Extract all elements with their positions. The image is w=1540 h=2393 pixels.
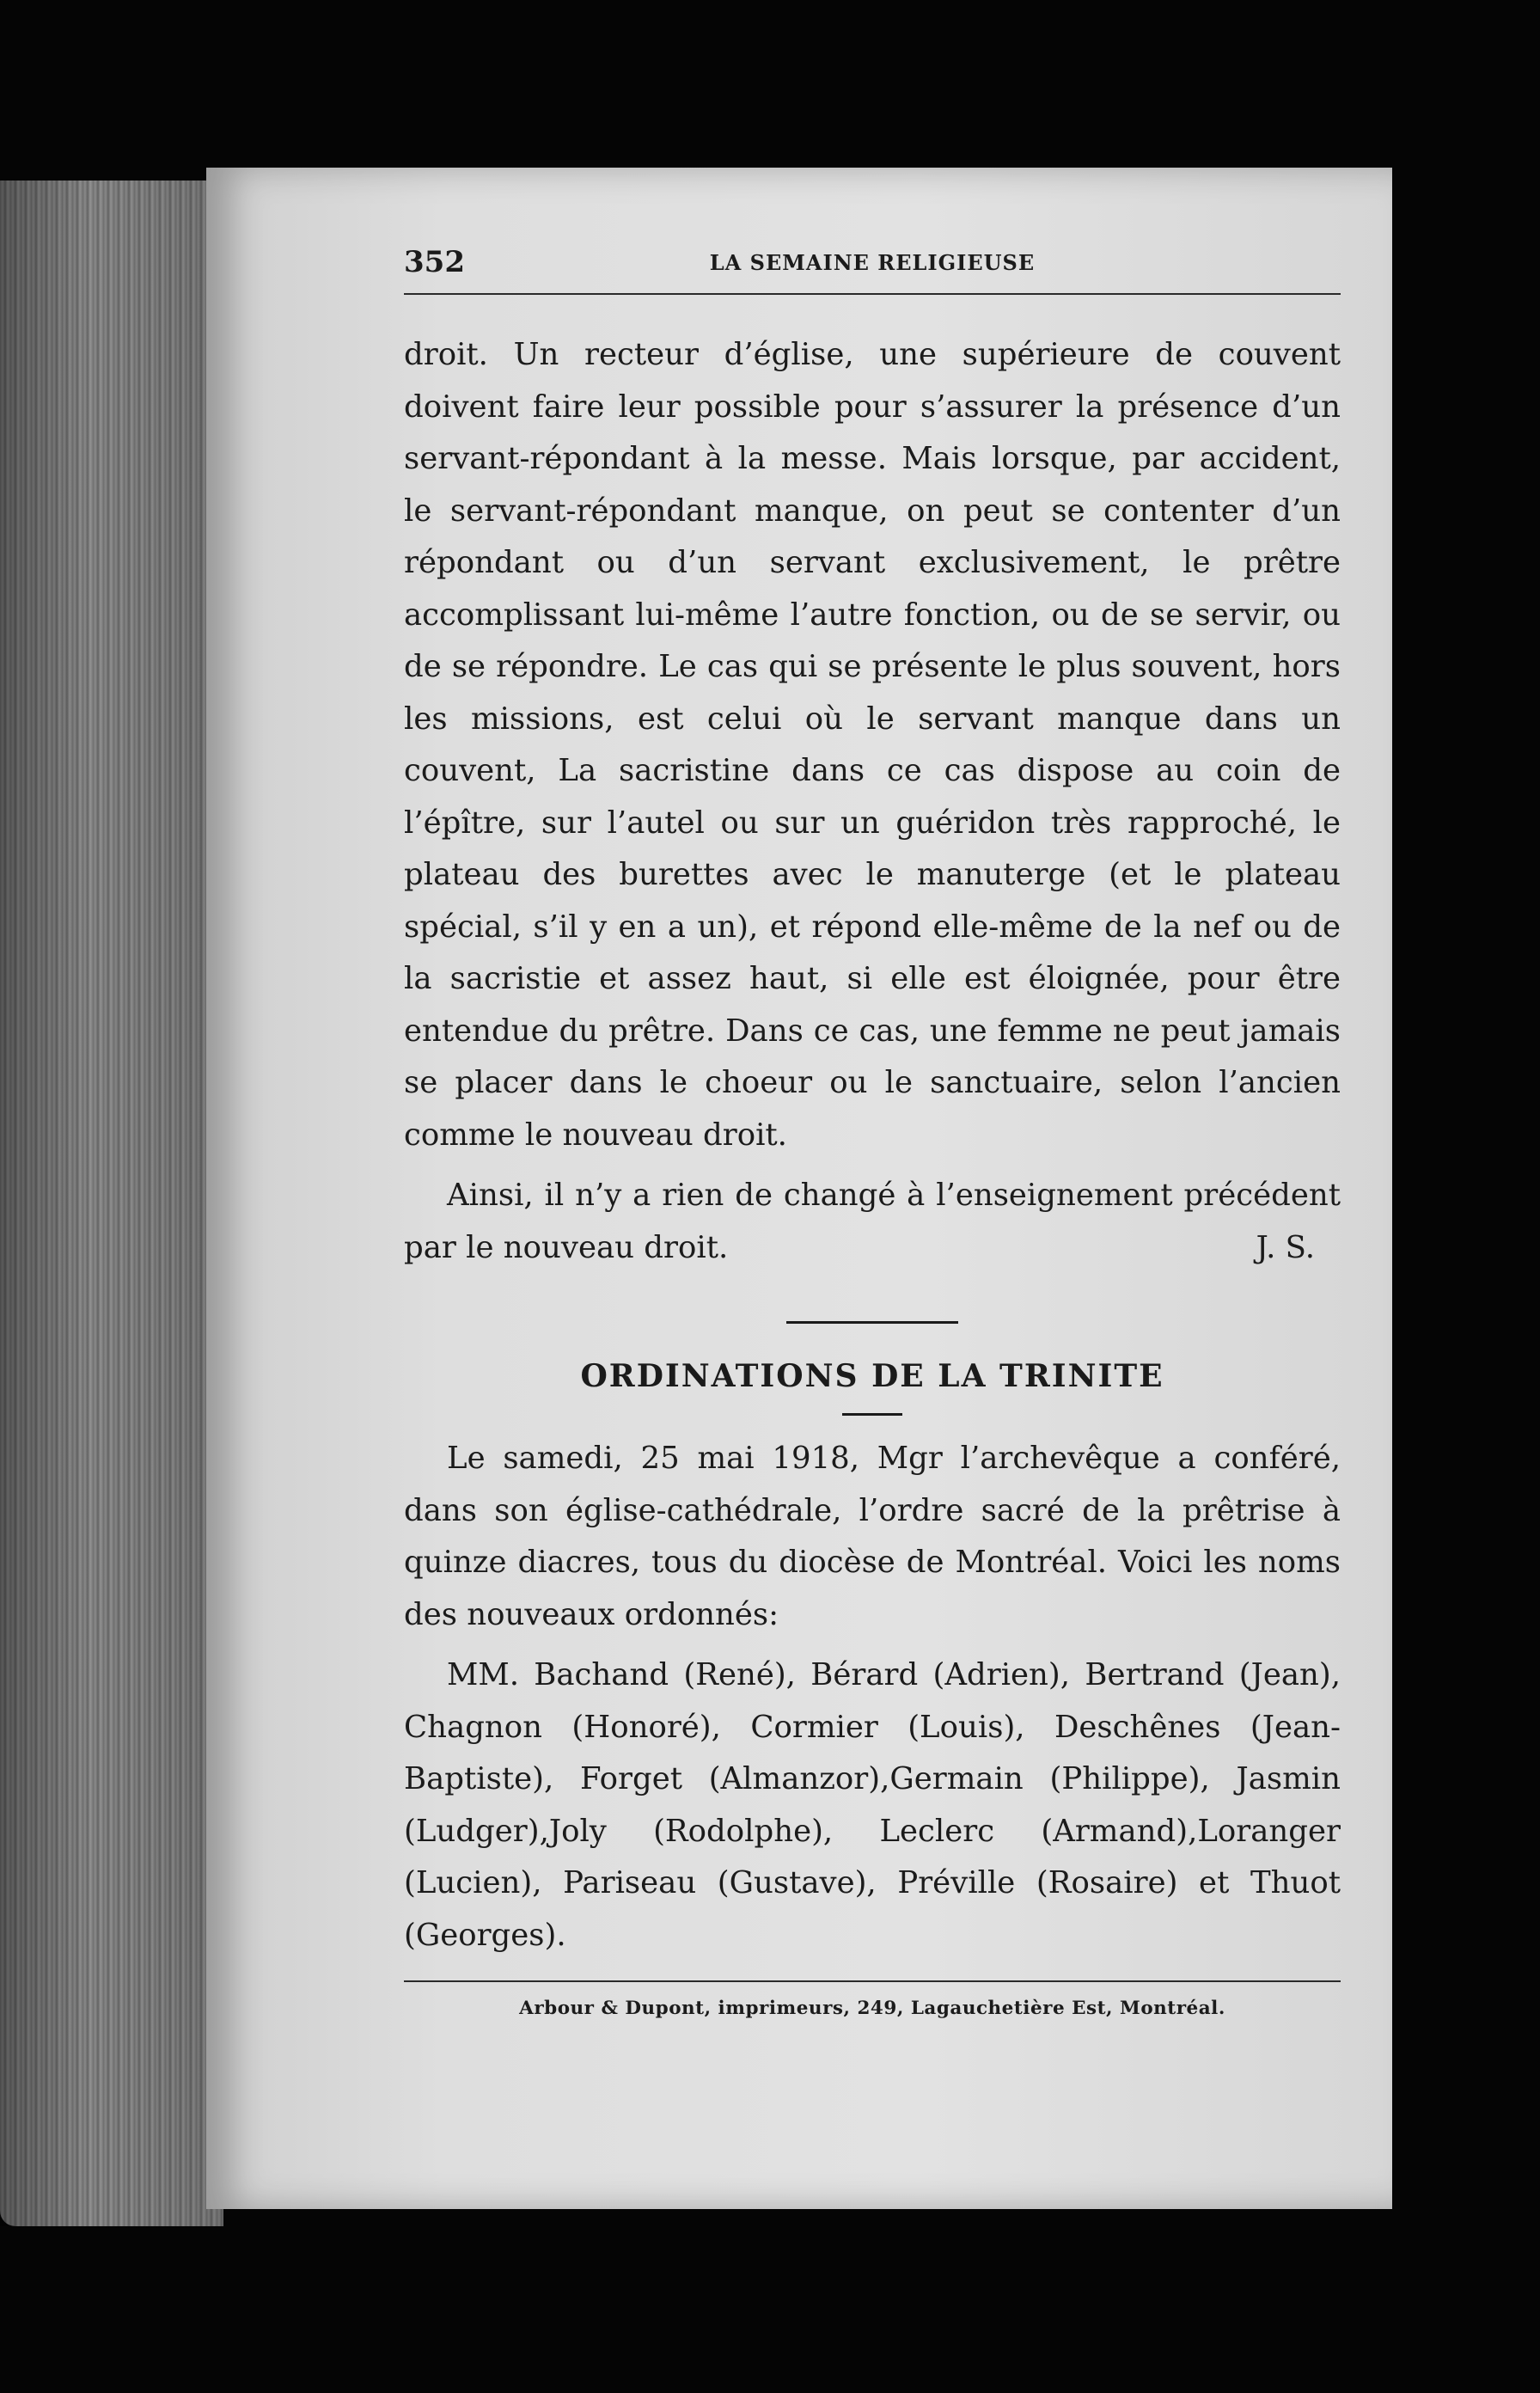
article-paragraph-2: Ainsi, il n’y a rien de changé à l’enseignement précédent par le nouveau droit.	[404, 1178, 1341, 1265]
journal-title: LA SEMAINE RELIGIEUSE	[709, 250, 1036, 275]
page-number: 352	[404, 245, 465, 279]
section-paragraph-1: Le samedi, 25 mai 1918, Mgr l’archevêque a conféré, dans son église-cathédrale, l’ordre sacré de la prêtrise à quinze diacres, tous du diocèse de Montréal. Voici les noms des nouveaux ordonnés:	[404, 1441, 1341, 1632]
footer-rule	[404, 1980, 1341, 1982]
book-edge-shadow	[0, 181, 223, 2226]
book-page	[206, 168, 1392, 2209]
section-body	[404, 1433, 1341, 1962]
article-signature: J. S.	[1256, 1230, 1315, 1265]
section-title: ORDINATIONS DE LA TRINITE	[580, 1358, 1164, 1394]
section-divider	[786, 1321, 958, 1324]
page-content	[404, 245, 1341, 2019]
running-head	[404, 245, 1341, 295]
article-paragraph-1: droit. Un recteur d’église, une supérieure de couvent doivent faire leur possible pour s’assurer la présence d’un servant-répondant à la messe. Mais lorsque, par accident, le servant-répondant manque, on peut se contenter d’un répondant ou d’un servant exclusivement, le prêtre accomplissant lui-même l’autre fonction, ou de se servir, ou de se répondre. Le cas qui se présente le plus souvent, hors les missions, est celui où le servant manque dans un couvent, La sacristine dans ce cas dispose au coin de l’épître, sur l’autel ou sur un guéridon très rapproché, le plateau des burettes avec le manuterge (et le plateau spécial, s’il y en a un), et répond elle-même de la nef ou de la sacristie et assez haut, si elle est éloignée, pour être entendue du prêtre. Dans ce cas, une femme ne peut jamais se placer dans le choeur ou le sanctuaire, selon l’ancien comme le nouveau droit.	[404, 337, 1341, 1153]
ordinands-list: MM. Bachand (René), Bérard (Adrien), Bertrand (Jean), Chagnon (Honoré), Cormier (Louis), Deschênes (Jean-Baptiste), Forget (Almanzor),Germain (Philippe), Jasmin (Ludger),Joly (Rodolphe), Leclerc (Armand),Loranger (Lucien), Pariseau (Gustave), Préville (Rosaire) et Thuot (Georges).	[404, 1657, 1341, 1953]
article-body	[404, 329, 1341, 1274]
title-underline	[842, 1413, 902, 1416]
printer-imprint: Arbour & Dupont, imprimeurs, 249, Lagauchetière Est, Montréal.	[519, 1998, 1225, 2019]
